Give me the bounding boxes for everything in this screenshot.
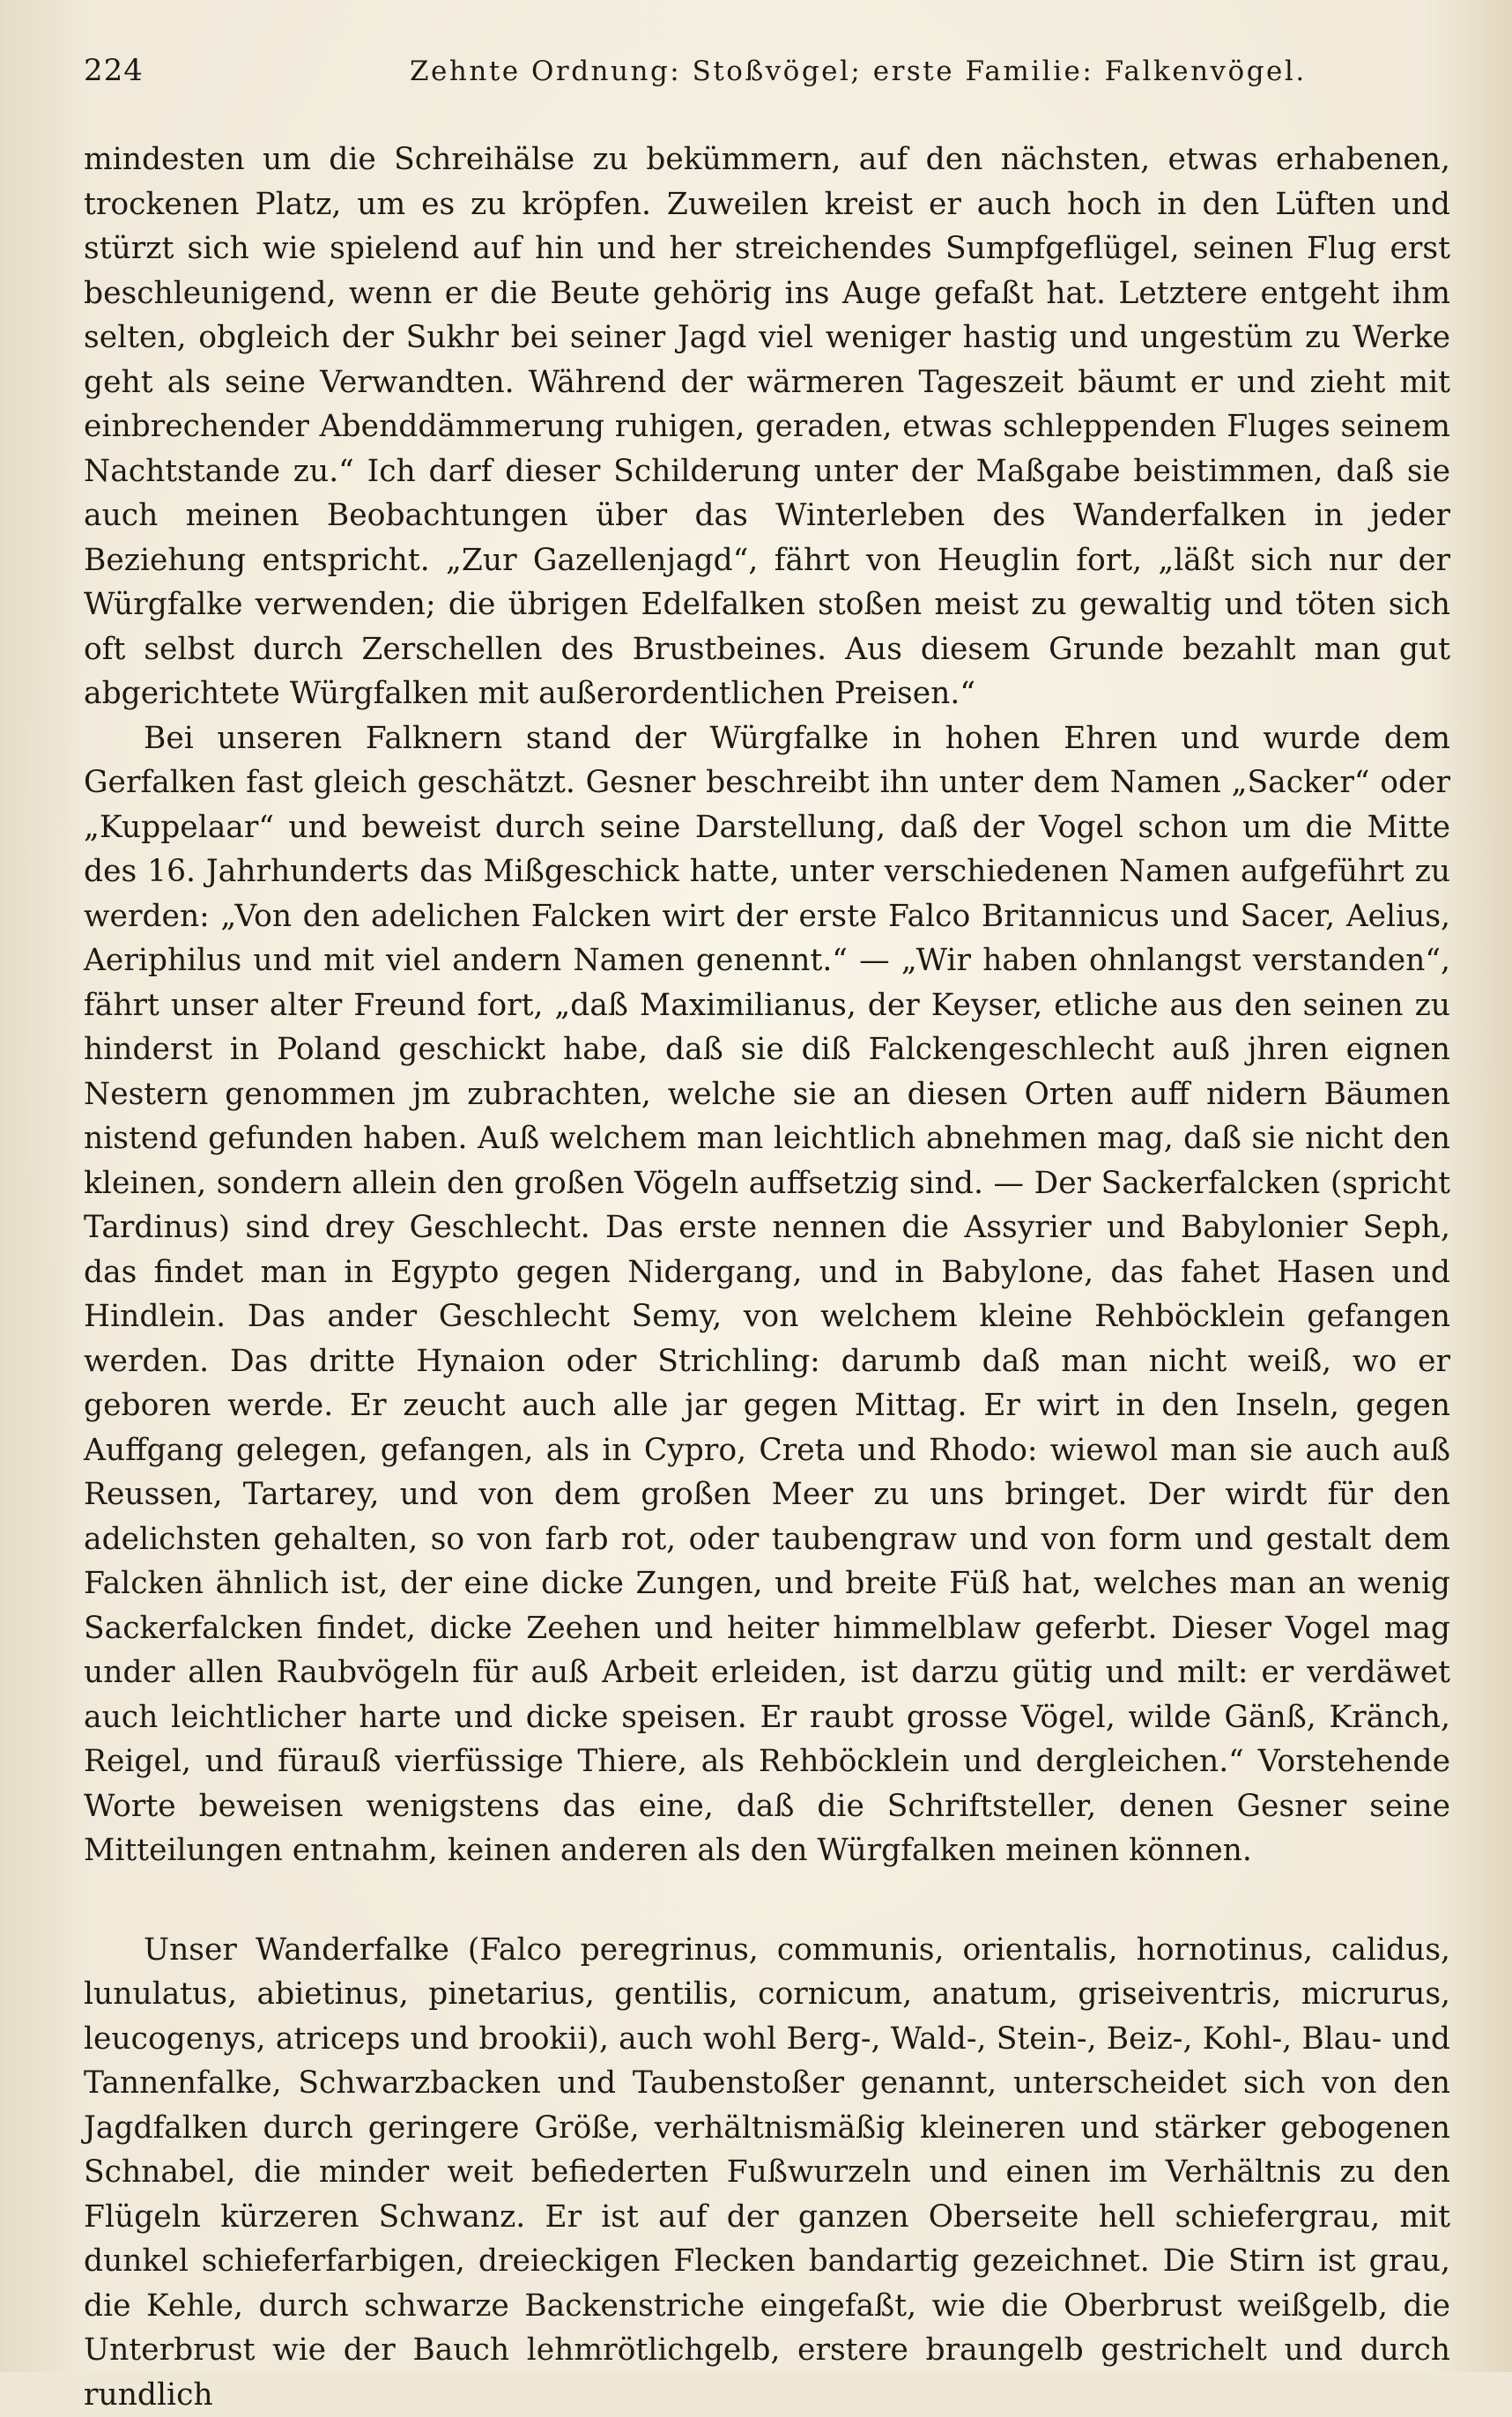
running-head <box>84 53 1450 102</box>
paragraph-continuation: mindesten um die Schreihälse zu bekümmern, auf den nächsten, etwas erhabenen, trockenen Platz, um es zu kröpfen. Zuweilen kreist er auch hoch in den Lüften und stürzt sich wie spielend auf hin und her streichendes Sumpfgeflügel, seinen Flug erst beschleunigend, wenn er die Beute gehörig ins Auge gefaßt hat. Letztere entgeht ihm selten, obgleich der Sukhr bei seiner Jagd viel weniger hastig und ungestüm zu Werke geht als seine Verwandten. Während der wärmeren Tageszeit bäumt er und zieht mit einbrechender Abenddämmerung ruhigen, geraden, etwas schleppenden Fluges seinem Nachtstande zu.“ Ich darf dieser Schilderung unter der Maßgabe beistimmen, daß sie auch meinen Beobachtungen über das Winterleben des Wanderfalken in jeder Beziehung entspricht. „Zur Gazellenjagd“, fährt von Heuglin fort, „läßt sich nur der Würgfalke verwenden; die übrigen Edelfalken stoßen meist zu gewaltig und töten sich oft selbst durch Zerschellen des Brustbeines. Aus diesem Grunde bezahlt man gut abgerichtete Würgfalken mit außerordentlichen Preisen.“ <box>84 137 1450 716</box>
running-head-title: Zehnte Ordnung: Stoßvögel; erste Familie: Falkenvögel. <box>410 56 1307 87</box>
page-number: 224 <box>84 53 260 88</box>
paragraph-wanderfalke: Unser Wanderfalke (Falco peregrinus, communis, orientalis, hornotinus, calidus, lunulatus, abietinus, pinetarius, gentilis, cornicum, anatum, griseiventris, micrurus, leucogenys, atriceps und brookii), auch wohl Berg-, Wald-, Stein-, Beiz-, Kohl-, Blau- und Tannenfalke, Schwarzbacken und Taubenstoßer genannt, unterscheidet sich von den Jagdfalken durch geringere Größe, verhältnismäßig kleineren und stärker gebogenen Schnabel, die minder weit befiederten Fußwurzeln und einen im Verhältnis zu den Flügeln kürzeren Schwanz. Er ist auf der ganzen Oberseite hell schiefergrau, mit dunkel schieferfarbigen, dreieckigen Flecken bandartig gezeichnet. Die Stirn ist grau, die Kehle, durch schwarze Backenstriche eingefaßt, wie die Oberbrust weißgelb, die Unterbrust wie der Bauch lehmrötlichgelb, erstere braungelb gestrichelt und durch rundlich <box>84 1928 1450 2417</box>
paragraph-falconers: Bei unseren Falknern stand der Würgfalke in hohen Ehren und wurde dem Gerfalken fast gleich geschätzt. Gesner beschreibt ihn unter dem Namen „Sacker“ oder „Kuppelaar“ und beweist durch seine Darstellung, daß der Vogel schon um die Mitte des 16. Jahrhunderts das Mißgeschick hatte, unter verschiedenen Namen aufgeführt zu werden: „Von den adelichen Falcken wirt der erste Falco Britannicus und Sacer, Aelius, Aeriphilus und mit viel andern Namen genennt.“ — „Wir haben ohnlangst verstanden“, fährt unser alter Freund fort, „daß Maximilianus, der Keyser, etliche aus den seinen zu hinderst in Poland geschickt habe, daß sie diß Falckengeschlecht auß jhren eignen Nestern genommen jm zubrachten, welche sie an diesen Orten auff nidern Bäumen nistend gefunden haben. Auß welchem man leichtlich abnehmen mag, daß sie nicht den kleinen, sondern allein den großen Vögeln auffsetzig sind. — Der Sackerfalcken (spricht Tardinus) sind drey Geschlecht. Das erste nennen die Assyrier und Babylonier Seph, das findet man in Egypto gegen Nidergang, und in Babylone, das fahet Hasen und Hindlein. Das ander Geschlecht Semy, von welchem kleine Rehböcklein gefangen werden. Das dritte Hynaion oder Strichling: darumb daß man nicht weiß, wo er geboren werde. Er zeucht auch alle jar gegen Mittag. Er wirt in den Inseln, gegen Auffgang gelegen, gefangen, als in Cypro, Creta und Rhodo: wiewol man sie auch auß Reussen, Tartarey, und von dem großen Meer zu uns bringet. Der wirdt für den adelichsten gehalten, so von farb rot, oder taubengraw und von form und gestalt dem Falcken ähnlich ist, der eine dicke Zungen, und breite Füß hat, welches man an wenig Sackerfalcken findet, dicke Zeehen und heiter himmelblaw geferbt. Dieser Vogel mag under allen Raubvögeln für auß Arbeit erleiden, ist darzu gütig und milt: er verdäwet auch leichtlicher harte und dicke speisen. Er raubt grosse Vögel, wilde Gänß, Kränch, Reigel, und fürauß vierfüssige Thiere, als Rehböcklein und dergleichen.“ Vorstehende Worte beweisen wenigstens das eine, daß die Schriftsteller, denen Gesner seine Mitteilungen entnahm, keinen anderen als den Würgfalken meinen können. <box>84 716 1450 1873</box>
